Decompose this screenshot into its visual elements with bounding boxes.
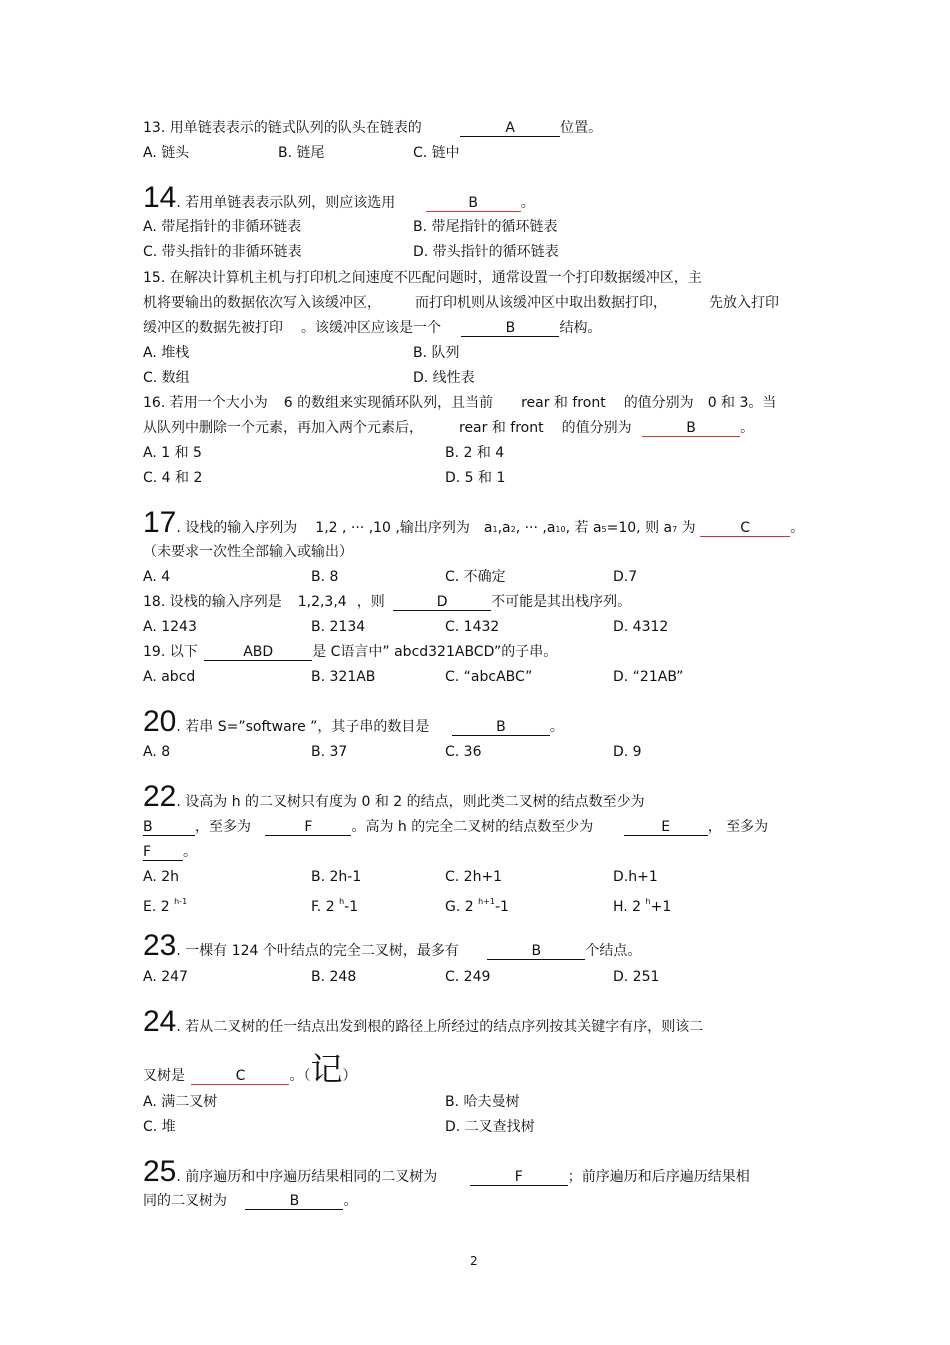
q22-option-g-tail: -1 <box>494 899 509 915</box>
q18-option-c: C. 1432 <box>445 619 500 635</box>
q24-option-c: C. 堆 <box>143 1119 176 1135</box>
q17-stem <box>143 508 804 539</box>
q20-text-b: 。 <box>549 719 564 735</box>
q16-line-2d: 。 <box>740 420 755 436</box>
q18-stem <box>143 593 631 611</box>
q13-option-b: B. 链尾 <box>278 145 325 161</box>
q17-end: 。 <box>790 520 805 536</box>
q13-answer-blank: A <box>460 120 560 137</box>
q13-text-end: 位置。 <box>560 120 603 136</box>
q18-option-b: B. 2134 <box>311 619 366 635</box>
q17-seq-sub-3: 10 <box>555 525 566 534</box>
q22-option-g <box>445 893 509 916</box>
q20-option-c: C. 36 <box>445 744 482 760</box>
q14-text-end: 。 <box>520 195 535 211</box>
q23-option-b: B. 248 <box>311 969 357 985</box>
q22-text: . 设高为 h 的二叉树只有度为 0 和 2 的结点，则此类二叉树的结点数至少为 <box>176 794 645 810</box>
q16-option-b: B. 2 和 4 <box>445 445 505 461</box>
q20-text-a: . 若串 S=”software ”，其子串的数目是 <box>176 719 430 735</box>
q19-text-b: 是 C语言中” abcd321ABCD”的子串。 <box>312 644 558 660</box>
q16-line-2b: rear 和 front <box>459 420 544 436</box>
q14-text: . 若用单链表表示队列，则应该选用 <box>176 195 396 211</box>
q19-option-a: A. abcd <box>143 669 196 685</box>
q13-option-a: A. 链头 <box>143 145 190 161</box>
q20-option-a: A. 8 <box>143 744 171 760</box>
q14-option-d: D. 带头指针的循环链表 <box>413 244 559 260</box>
q15-option-b: B. 队列 <box>413 345 460 361</box>
q15-answer-blank: B <box>461 320 559 337</box>
q16-option-c: C. 4 和 2 <box>143 470 203 486</box>
q18-option-a: A. 1243 <box>143 619 197 635</box>
q17-seq-e: =10, 则 a <box>606 520 673 536</box>
q13-stem <box>143 119 602 137</box>
q22-option-h-base: H. 2 <box>613 899 642 915</box>
q15-line-3b: 。该缓冲区应该是一个 <box>301 320 441 336</box>
q22-option-h-tail: +1 <box>650 899 672 915</box>
q13-option-c: C. 链中 <box>413 145 460 161</box>
q25-line-1 <box>143 1157 750 1187</box>
q22-option-d: D.h+1 <box>613 869 658 885</box>
q20-answer-blank: B <box>452 719 550 736</box>
q22-line-1 <box>143 782 645 812</box>
q18-text-a: 18. 设栈的输入序列是 <box>143 594 282 610</box>
q14-option-a: A. 带尾指针的非循环链表 <box>143 219 302 235</box>
q17-seq-b: ,a <box>497 520 511 536</box>
q24-option-a: A. 满二叉树 <box>143 1094 218 1110</box>
q22-line-2c: ， 至多为 <box>707 819 769 835</box>
q25-answer-blank-2: B <box>245 1193 343 1210</box>
q15-line-3c: 结构。 <box>559 320 602 336</box>
q22-answer-blank-2: F <box>265 819 351 836</box>
q15-option-c: C. 数组 <box>143 370 190 386</box>
q15-option-a: A. 堆栈 <box>143 345 190 361</box>
q16-answer-blank: B <box>642 420 740 437</box>
q14-option-b: B. 带尾指针的循环链表 <box>413 219 558 235</box>
q22-option-f <box>311 893 358 916</box>
q15-line-3 <box>143 319 601 337</box>
q22-option-f-sup: h <box>339 897 345 906</box>
q22-answer-blank-4: F <box>143 844 183 861</box>
q16-line-2c: 的值分别为 <box>561 420 632 436</box>
q17-seq-a: a <box>483 520 493 536</box>
q22-line-2a: ，至多为 <box>195 819 251 835</box>
q18-text-b: 1,2,3,4 <box>297 594 347 610</box>
q24-line-1 <box>143 1007 703 1037</box>
q22-line-3-end: 。 <box>183 844 197 860</box>
q16-option-d: D. 5 和 1 <box>445 470 506 486</box>
q25-line-2b: 。 <box>343 1193 358 1209</box>
q17-text-b: 1,2 , ··· ,10 ,输出序列为 <box>315 520 470 536</box>
q19-answer-blank: ABD <box>204 644 312 661</box>
q14-option-c: C. 带头指针的非循环链表 <box>143 244 302 260</box>
q17-number: 17 <box>143 506 177 539</box>
q22-answer-blank-3: E <box>624 819 708 836</box>
q20-stem <box>143 707 564 737</box>
q24-line-2 <box>143 1050 357 1088</box>
q22-option-f-base: F. 2 <box>311 899 335 915</box>
q23-option-a: A. 247 <box>143 969 188 985</box>
q17-seq-sub-2: 2 <box>510 525 516 534</box>
q16-line-1d: 的值分别为 <box>623 395 694 411</box>
q22-option-g-base: G. 2 <box>445 899 474 915</box>
q14-stem <box>143 183 535 213</box>
q24-answer-blank: C <box>191 1068 289 1085</box>
q15-line-3a: 缓冲区的数据先被打印 <box>143 320 283 336</box>
q23-answer-blank: B <box>487 943 585 960</box>
q24-line-2a: 叉树是 <box>143 1068 185 1084</box>
q17-seq-sub-1: 1 <box>492 525 498 534</box>
q15-line-2a: 机将要输出的数据依次写入该缓冲区， <box>143 295 381 311</box>
q16-line-1b: 6 的数组来实现循环队列，且当前 <box>283 395 494 411</box>
q22-option-a: A. 2h <box>143 869 180 885</box>
q18-text-c: ，则 <box>356 594 385 610</box>
q23-text-a: . 一棵有 124 个叶结点的完全二叉树，最多有 <box>176 943 459 959</box>
q25-answer-blank-1: F <box>470 1169 568 1186</box>
q15-line-2c: 先放入打印 <box>709 295 779 311</box>
q19-stem <box>143 643 557 661</box>
q24-number: 24 <box>143 1005 177 1038</box>
q24-text: . 若从二叉树的任一结点出发到根的路径上所经过的结点序列按其关键字有序，则该二 <box>176 1019 704 1035</box>
q22-option-g-sup: h+1 <box>478 897 495 906</box>
q14-answer-blank: B <box>426 195 521 212</box>
q24-line-2c: ） <box>342 1068 357 1084</box>
q17-seq-d: , 若 a <box>565 520 602 536</box>
q16-option-a: A. 1 和 5 <box>143 445 202 461</box>
q22-number: 22 <box>143 780 177 813</box>
q13-text: 13. 用单链表表示的链式队列的队头在链表的 <box>143 120 422 136</box>
q17-seq-f: 为 <box>677 520 696 536</box>
q22-answer-blank-1: B <box>143 819 195 836</box>
q16-line-1c: rear 和 front <box>521 395 606 411</box>
q16-line-1e: 0 和 3。当 <box>707 395 777 411</box>
q24-option-d: D. 二叉查找树 <box>445 1119 535 1135</box>
q25-number: 25 <box>143 1155 177 1188</box>
q18-text-d: 不可能是其出栈序列。 <box>491 594 632 610</box>
q19-text-a: 19. 以下 <box>143 644 198 660</box>
q20-option-b: B. 37 <box>311 744 348 760</box>
q15-option-d: D. 线性表 <box>413 370 475 386</box>
q17-text-a: . 设栈的输入序列为 <box>176 520 298 536</box>
q18-option-d: D. 4312 <box>613 619 669 635</box>
q18-answer-blank: D <box>393 594 491 611</box>
q22-option-h-sup: h <box>645 897 651 906</box>
q22-option-c: C. 2h+1 <box>445 869 503 885</box>
q23-option-d: D. 251 <box>613 969 660 985</box>
q17-answer-blank: C <box>700 520 790 537</box>
q20-number: 20 <box>143 705 177 738</box>
q16-line-1a: 16. 若用一个大小为 <box>143 395 268 411</box>
q23-stem <box>143 931 641 961</box>
q16-line-1 <box>143 394 776 412</box>
q25-line-2 <box>143 1192 357 1210</box>
q22-option-e-base: E. 2 <box>143 899 170 915</box>
q17-note: （未要求一次性全部输入或输出） <box>143 544 353 560</box>
q15-line-2b: 而打印机则从该缓冲区中取出数据打印， <box>415 295 667 311</box>
q22-line-3 <box>143 843 197 861</box>
q17-seq-c: , ··· ,a <box>515 520 556 536</box>
q25-line-2a: 同的二叉树为 <box>143 1193 227 1209</box>
q22-option-b: B. 2h-1 <box>311 869 362 885</box>
q15-line-1: 15. 在解决计算机主机与打印机之间速度不匹配问题时，通常设置一个打印数据缓冲区，主 <box>143 270 702 286</box>
q17-seq-sub-4: 5 <box>601 525 607 534</box>
q25-text-b: ；前序遍历和后序遍历结果相 <box>567 1169 750 1185</box>
q15-line-2 <box>143 294 779 312</box>
q16-line-2 <box>143 419 754 437</box>
q17-seq-sub-5: 7 <box>672 525 678 534</box>
q22-option-e <box>143 893 187 916</box>
q24-option-b: B. 哈夫曼树 <box>445 1094 520 1110</box>
q16-line-2a: 从队列中删除一个元素，再加入两个元素后， <box>143 420 423 436</box>
q20-option-d: D. 9 <box>613 744 642 760</box>
q23-number: 23 <box>143 929 177 962</box>
q23-option-c: C. 249 <box>445 969 491 985</box>
q22-option-e-sup: h-1 <box>174 897 188 906</box>
q19-option-b: B. 321AB <box>311 669 376 685</box>
q17-option-b: B. 8 <box>311 569 339 585</box>
q17-option-d: D.7 <box>613 569 638 585</box>
q14-number: 14 <box>143 181 177 214</box>
q25-text-a: . 前序遍历和中序遍历结果相同的二叉树为 <box>176 1169 438 1185</box>
q22-option-f-tail: -1 <box>344 899 359 915</box>
q22-option-h <box>613 893 671 916</box>
q17-option-c: C. 不确定 <box>445 569 506 585</box>
q22-line-2 <box>143 818 768 836</box>
q24-line-2b: 。（ <box>289 1068 311 1084</box>
q23-text-b: 个结点。 <box>585 943 642 959</box>
q22-line-2b: 。高为 h 的完全二叉树的结点数至少为 <box>351 819 594 835</box>
q24-ji-char: 记 <box>310 1050 343 1088</box>
q19-option-c: C. “abcABC” <box>445 669 533 685</box>
q17-option-a: A. 4 <box>143 569 171 585</box>
page-number: 2 <box>470 1254 478 1268</box>
q19-option-d: D. “21AB” <box>613 669 684 685</box>
